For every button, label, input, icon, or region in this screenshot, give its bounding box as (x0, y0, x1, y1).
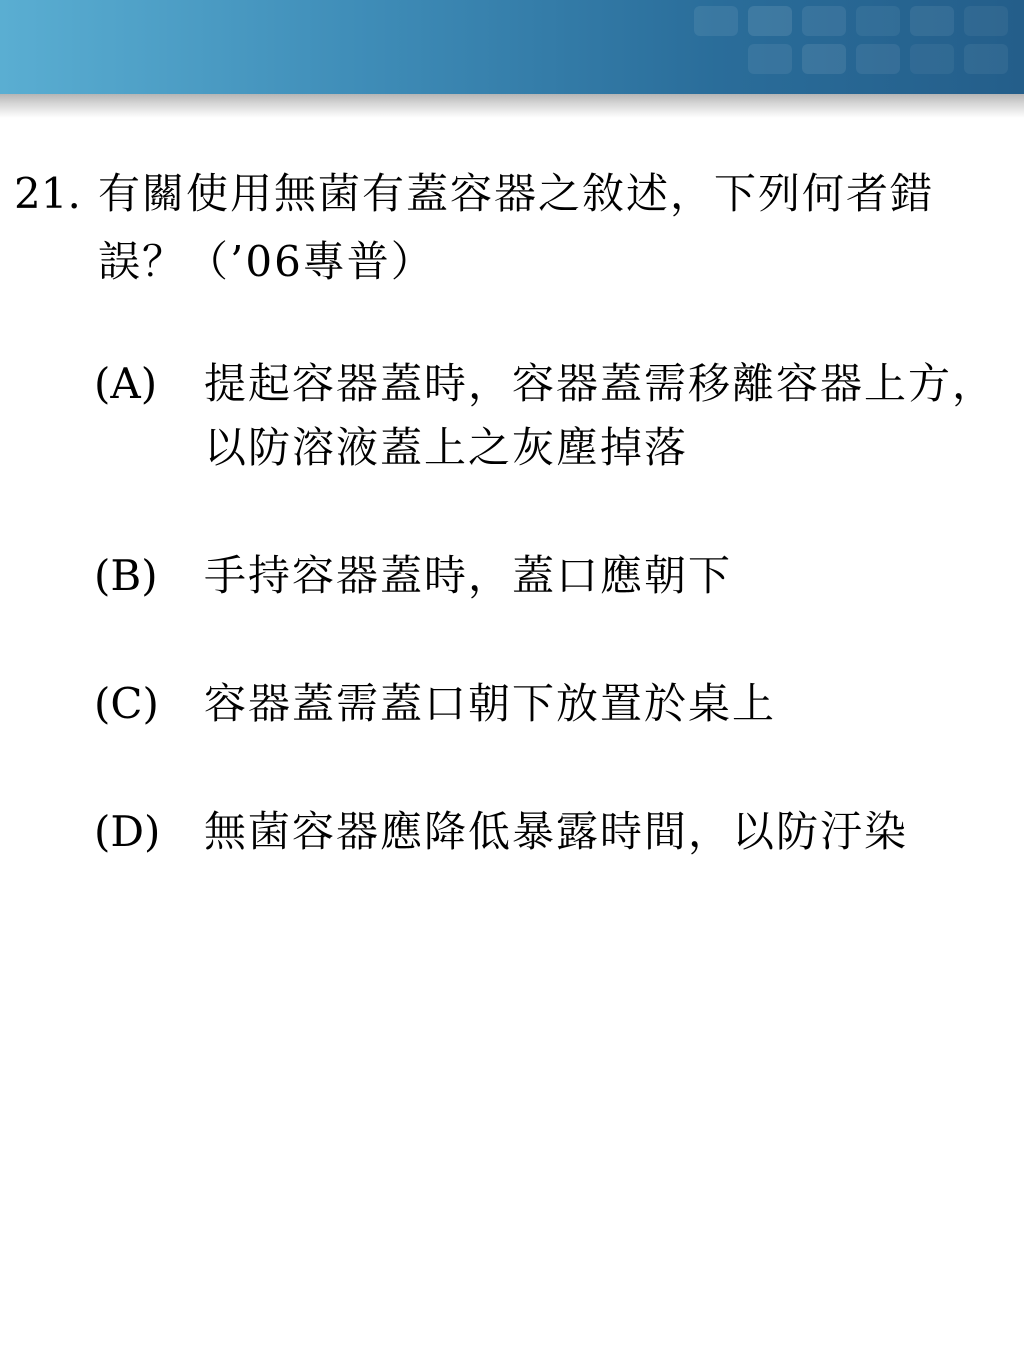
option-a-label: (A) (94, 359, 158, 408)
option-d-label: (D) (94, 807, 161, 856)
option-c-label: (C) (94, 679, 159, 728)
option-c-text: 容器蓋需蓋口朝下放置於桌上 (204, 679, 777, 728)
decorative-grid-pattern (664, 0, 1024, 94)
option-a (94, 352, 1004, 480)
header-banner (0, 0, 1024, 94)
question (14, 160, 1004, 296)
option-d-text: 無菌容器應降低暴露時間，以防汙染 (204, 807, 909, 856)
question-number: 21. (14, 169, 81, 218)
option-b-text: 手持容器蓋時，蓋口應朝下 (204, 551, 733, 600)
option-d (94, 800, 1004, 864)
option-b (94, 544, 1004, 608)
header-shadow (0, 94, 1024, 118)
option-b-label: (B) (94, 551, 158, 600)
option-c (94, 672, 1004, 736)
question-text: 有關使用無菌有蓋容器之敘述，下列何者錯誤？（’06專普） (98, 169, 935, 286)
option-a-text: 提起容器蓋時，容器蓋需移離容器上方，以防溶液蓋上之灰塵掉落 (204, 359, 997, 472)
